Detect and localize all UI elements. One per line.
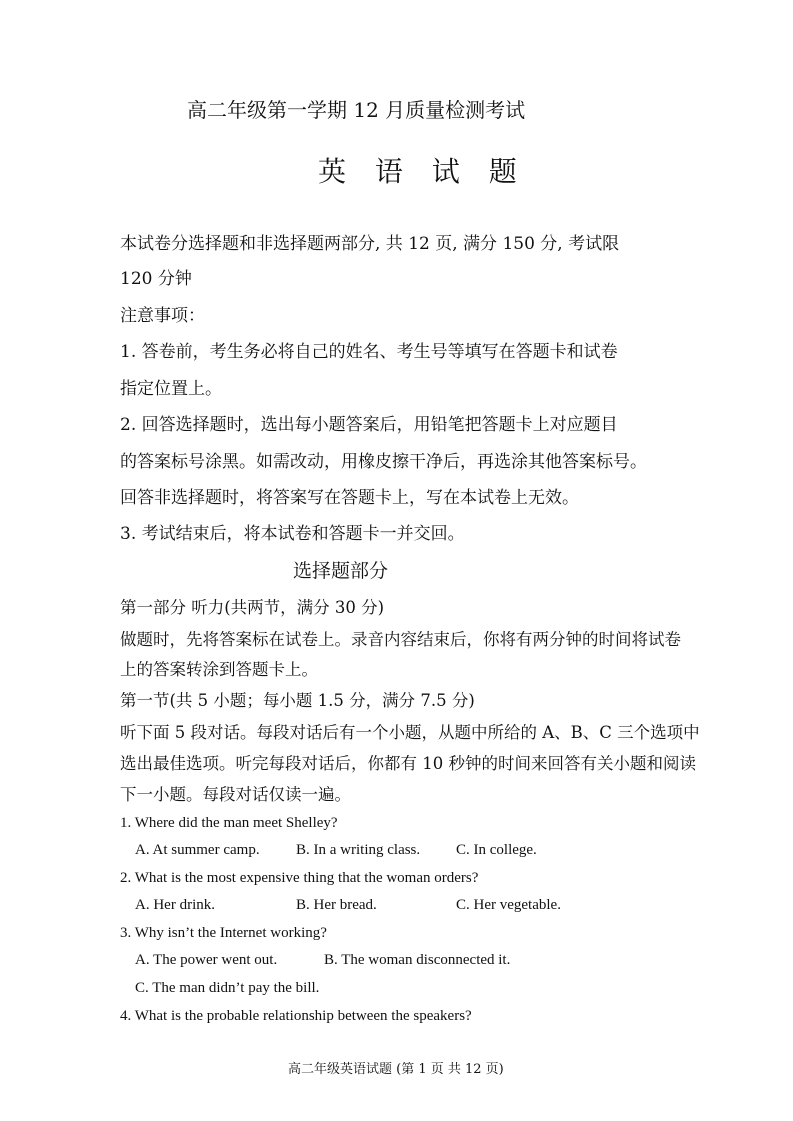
part1-sub-line-1: 听下面 5 段对话。每段对话后有一个小题，从题中所给的 A、B、C 三个选项中 xyxy=(120,723,700,742)
exam-title: 高二年级第一学期 12 月质量检测考试 xyxy=(187,98,526,122)
part1-sub-heading: 第一节(共 5 小题；每小题 1.5 分，满分 7.5 分) xyxy=(120,691,475,710)
part1-desc-line-1: 做题时，先将答案标在试卷上。录音内容结束后，你将有两分钟的时间将试卷 xyxy=(120,630,681,649)
question-2-option-c: C. Her vegetable. xyxy=(456,897,561,913)
question-2: 2. What is the most expensive thing that the woman orders? xyxy=(120,870,479,886)
question-1-option-a: A. At summer camp. xyxy=(135,842,260,858)
question-3-option-c: C. The man didn’t pay the bill. xyxy=(135,980,320,996)
question-3-option-a: A. The power went out. xyxy=(135,952,278,968)
question-3: 3. Why isn’t the Internet working? xyxy=(120,925,327,941)
part1-heading: 第一部分 听力(共两节，满分 30 分) xyxy=(120,598,385,617)
note-3-line-1: 3. 考试结束后，将本试卷和答题卡一并交回。 xyxy=(120,524,465,544)
part1-sub-line-2: 选出最佳选项。听完每段对话后，你都有 10 秒钟的时间来回答有关小题和阅读 xyxy=(120,754,696,773)
question-3-option-b: B. The woman disconnected it. xyxy=(324,952,511,968)
page-footer: 高二年级英语试题 (第 1 页 共 12 页) xyxy=(288,1062,504,1077)
question-4: 4. What is the probable relationship between the speakers? xyxy=(120,1008,472,1024)
subject-title: 英 语 试 题 xyxy=(318,155,527,188)
part1-desc-line-2: 上的答案转涂到答题卡上。 xyxy=(120,660,318,679)
question-2-option-a: A. Her drink. xyxy=(135,897,215,913)
intro-line-2: 120 分钟 xyxy=(120,269,192,289)
note-2-line-3: 回答非选择题时，将答案写在答题卡上，写在本试卷上无效。 xyxy=(120,488,579,508)
note-2-line-1: 2. 回答选择题时，选出每小题答案后，用铅笔把答题卡上对应题目 xyxy=(120,415,618,435)
part1-sub-line-3: 下一小题。每段对话仅读一遍。 xyxy=(120,785,351,804)
note-1-line-2: 指定位置上。 xyxy=(120,379,222,399)
question-2-option-b: B. Her bread. xyxy=(296,897,377,913)
section-title: 选择题部分 xyxy=(293,560,389,582)
note-1-line-1: 1. 答卷前，考生务必将自己的姓名、考生号等填写在答题卡和试卷 xyxy=(120,342,618,362)
notes-title: 注意事项： xyxy=(120,306,205,326)
question-1-option-b: B. In a writing class. xyxy=(296,842,421,858)
intro-line-1: 本试卷分选择题和非选择题两部分, 共 12 页, 满分 150 分, 考试限 xyxy=(120,234,620,254)
note-2-line-2: 的答案标号涂黑。如需改动，用橡皮擦干净后，再选涂其他答案标号。 xyxy=(120,452,647,472)
question-1: 1. Where did the man meet Shelley? xyxy=(120,815,338,831)
question-1-option-c: C. In college. xyxy=(456,842,537,858)
